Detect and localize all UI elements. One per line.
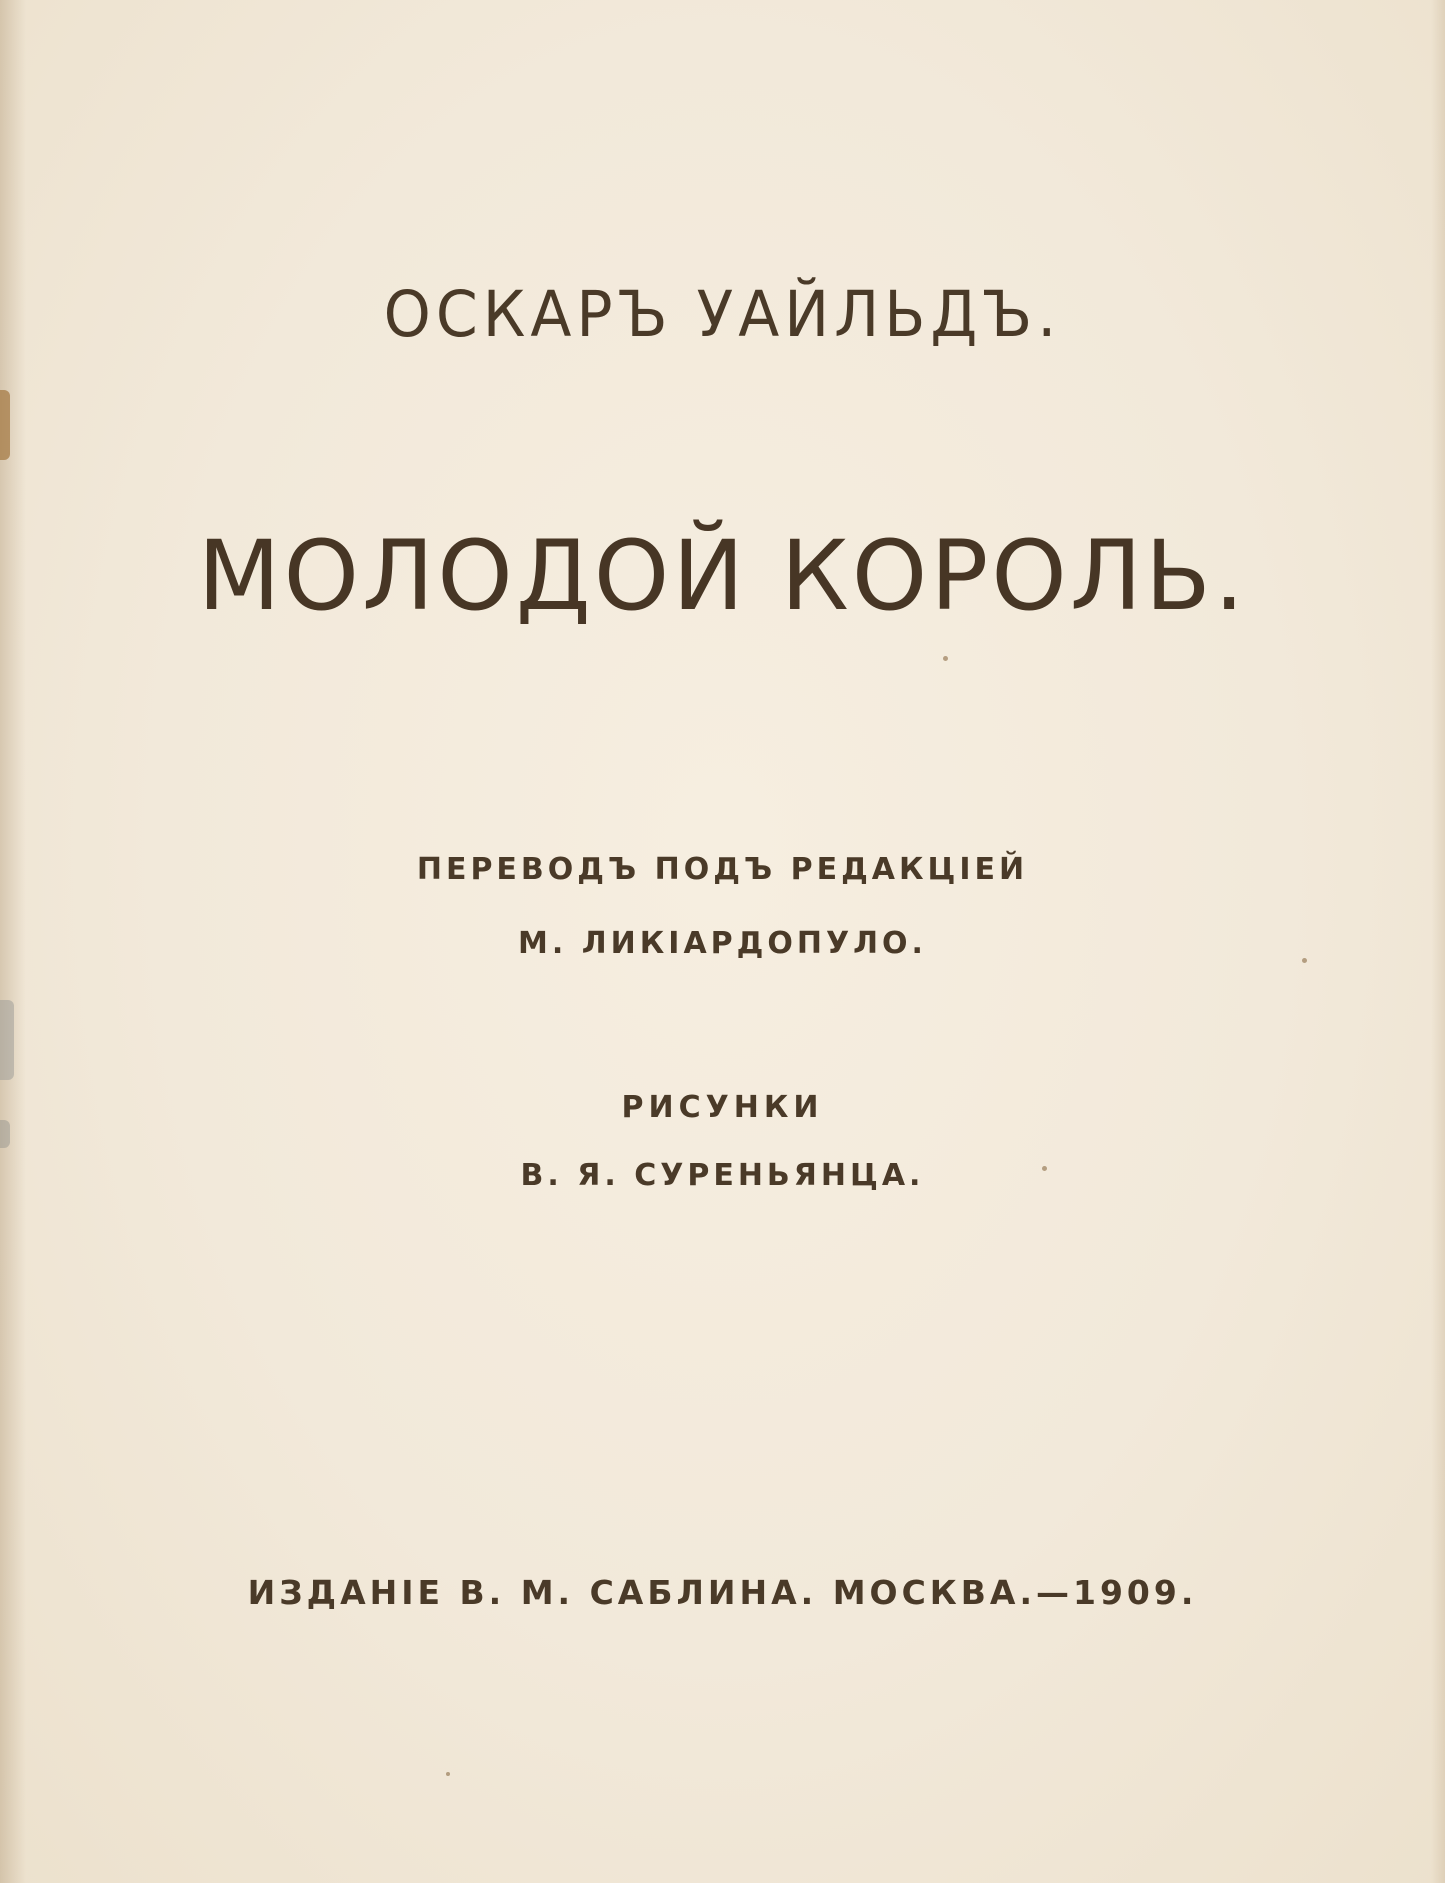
translation-credit-line: ПЕРЕВОДЪ ПОДЪ РЕДАКЦІЕЙ [416,852,1029,887]
illustrator-name: В. Я. СУРЕНЬЯНЦА. [520,1158,925,1193]
edge-stain [0,390,10,460]
edge-stain [0,1000,14,1080]
publisher-imprint: ИЗДАНІЕ В. М. САБЛИНА. МОСКВА.—1909. [247,1573,1198,1612]
book-title: МОЛОДОЙ КОРОЛЬ. [197,520,1248,632]
illustrations-credit-line: РИСУНКИ [621,1090,824,1125]
paper-speck [943,656,948,661]
author-name: ОСКАРЪ УАЙЛЬДЪ. [383,278,1062,352]
paper-speck [446,1772,450,1776]
translator-name: М. ЛИКІАРДОПУЛО. [518,926,927,961]
